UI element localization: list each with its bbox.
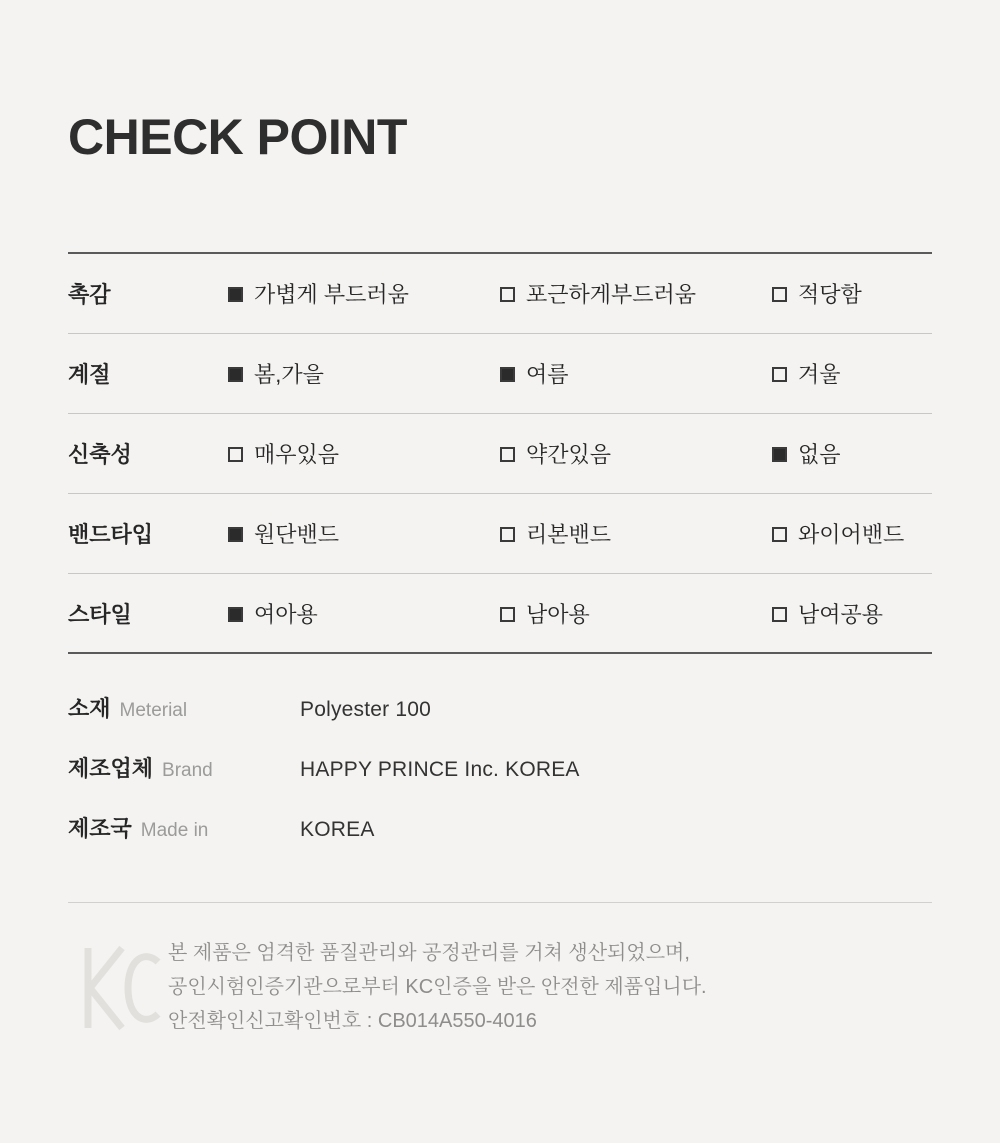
option-label: 포근하게부드러움 [526, 282, 697, 307]
check-option[interactable] [228, 518, 500, 549]
check-point-table [68, 252, 932, 654]
table-row [68, 334, 932, 414]
product-spec-list [68, 692, 932, 872]
kc-certification-text [168, 932, 707, 1038]
spec-label-en: Made in [140, 820, 209, 841]
checkbox-checked-icon[interactable] [228, 527, 243, 542]
checkbox-checked-icon[interactable] [500, 367, 515, 382]
checkbox-unchecked-icon[interactable] [500, 527, 515, 542]
table-row [68, 494, 932, 574]
table-row [68, 414, 932, 494]
option-label: 남여공용 [798, 601, 884, 627]
check-option[interactable] [772, 598, 883, 629]
spec-key [68, 752, 300, 783]
spec-key [68, 692, 300, 723]
spec-row-made-in [68, 812, 932, 872]
spec-label-en: Meterial [119, 700, 188, 721]
check-option[interactable] [500, 518, 772, 549]
checkbox-unchecked-icon[interactable] [772, 607, 787, 622]
check-option[interactable] [500, 438, 772, 469]
check-option[interactable] [228, 358, 500, 389]
row-label: 계절 [68, 362, 111, 387]
spec-key [68, 812, 300, 843]
option-label: 여아용 [254, 601, 318, 627]
kc-line: 본 제품은 엄격한 품질관리와 공정관리를 거쳐 생산되었으며, [168, 942, 690, 964]
check-option[interactable] [228, 278, 500, 309]
checkbox-checked-icon[interactable] [228, 607, 243, 622]
spec-label-ko: 제조업체 [68, 756, 154, 781]
spec-label-en: Brand [162, 760, 213, 781]
spec-label-ko: 소재 [68, 696, 111, 721]
check-option[interactable] [500, 358, 772, 389]
checkbox-checked-icon[interactable] [228, 367, 243, 382]
row-label: 밴드타입 [68, 522, 154, 547]
option-label: 여름 [526, 362, 569, 387]
row-label: 스타일 [68, 601, 132, 627]
spec-row-material [68, 692, 932, 752]
check-option[interactable] [772, 438, 841, 469]
option-label: 겨울 [798, 362, 841, 387]
option-label: 와이어밴드 [798, 522, 905, 547]
option-label: 가볍게 부드러움 [254, 282, 409, 307]
checkbox-unchecked-icon[interactable] [500, 607, 515, 622]
kc-line: 공인시험인증기관으로부터 KC인증을 받은 안전한 제품입니다. [168, 976, 707, 998]
option-label: 없음 [798, 442, 841, 467]
option-label: 적당함 [798, 282, 862, 307]
spec-value: HAPPY PRINCE Inc. KOREA [300, 758, 580, 781]
check-option[interactable] [772, 278, 862, 309]
kc-certification-block [68, 932, 932, 1042]
spec-value: Polyester 100 [300, 698, 432, 721]
checkbox-unchecked-icon[interactable] [500, 287, 515, 302]
spec-value: KOREA [300, 818, 375, 841]
row-label: 신축성 [68, 442, 132, 467]
checkbox-unchecked-icon[interactable] [500, 447, 515, 462]
checkbox-unchecked-icon[interactable] [772, 287, 787, 302]
option-label: 매우있음 [254, 442, 340, 467]
checkbox-unchecked-icon[interactable] [772, 367, 787, 382]
page-title: CHECK POINT [68, 109, 407, 165]
checkbox-unchecked-icon[interactable] [772, 527, 787, 542]
check-option[interactable] [228, 438, 500, 469]
kc-line: 안전확인신고확인번호 : CB014A550-4016 [168, 1010, 537, 1032]
check-option[interactable] [772, 518, 904, 549]
option-label: 원단밴드 [254, 522, 340, 547]
checkbox-checked-icon[interactable] [228, 287, 243, 302]
option-label: 리본밴드 [526, 522, 612, 547]
section-divider [68, 902, 932, 903]
option-label: 남아용 [526, 601, 590, 627]
spec-label-ko: 제조국 [68, 816, 132, 841]
row-label: 촉감 [68, 282, 111, 307]
check-option[interactable] [500, 598, 772, 629]
kc-logo-icon [68, 932, 168, 1042]
table-row [68, 574, 932, 654]
option-label: 봄,가을 [254, 362, 324, 387]
checkbox-unchecked-icon[interactable] [228, 447, 243, 462]
table-row [68, 254, 932, 334]
checkbox-checked-icon[interactable] [772, 447, 787, 462]
spec-row-brand [68, 752, 932, 812]
option-label: 약간있음 [526, 442, 612, 467]
check-option[interactable] [772, 358, 841, 389]
check-option[interactable] [500, 278, 772, 309]
check-option[interactable] [228, 598, 500, 629]
